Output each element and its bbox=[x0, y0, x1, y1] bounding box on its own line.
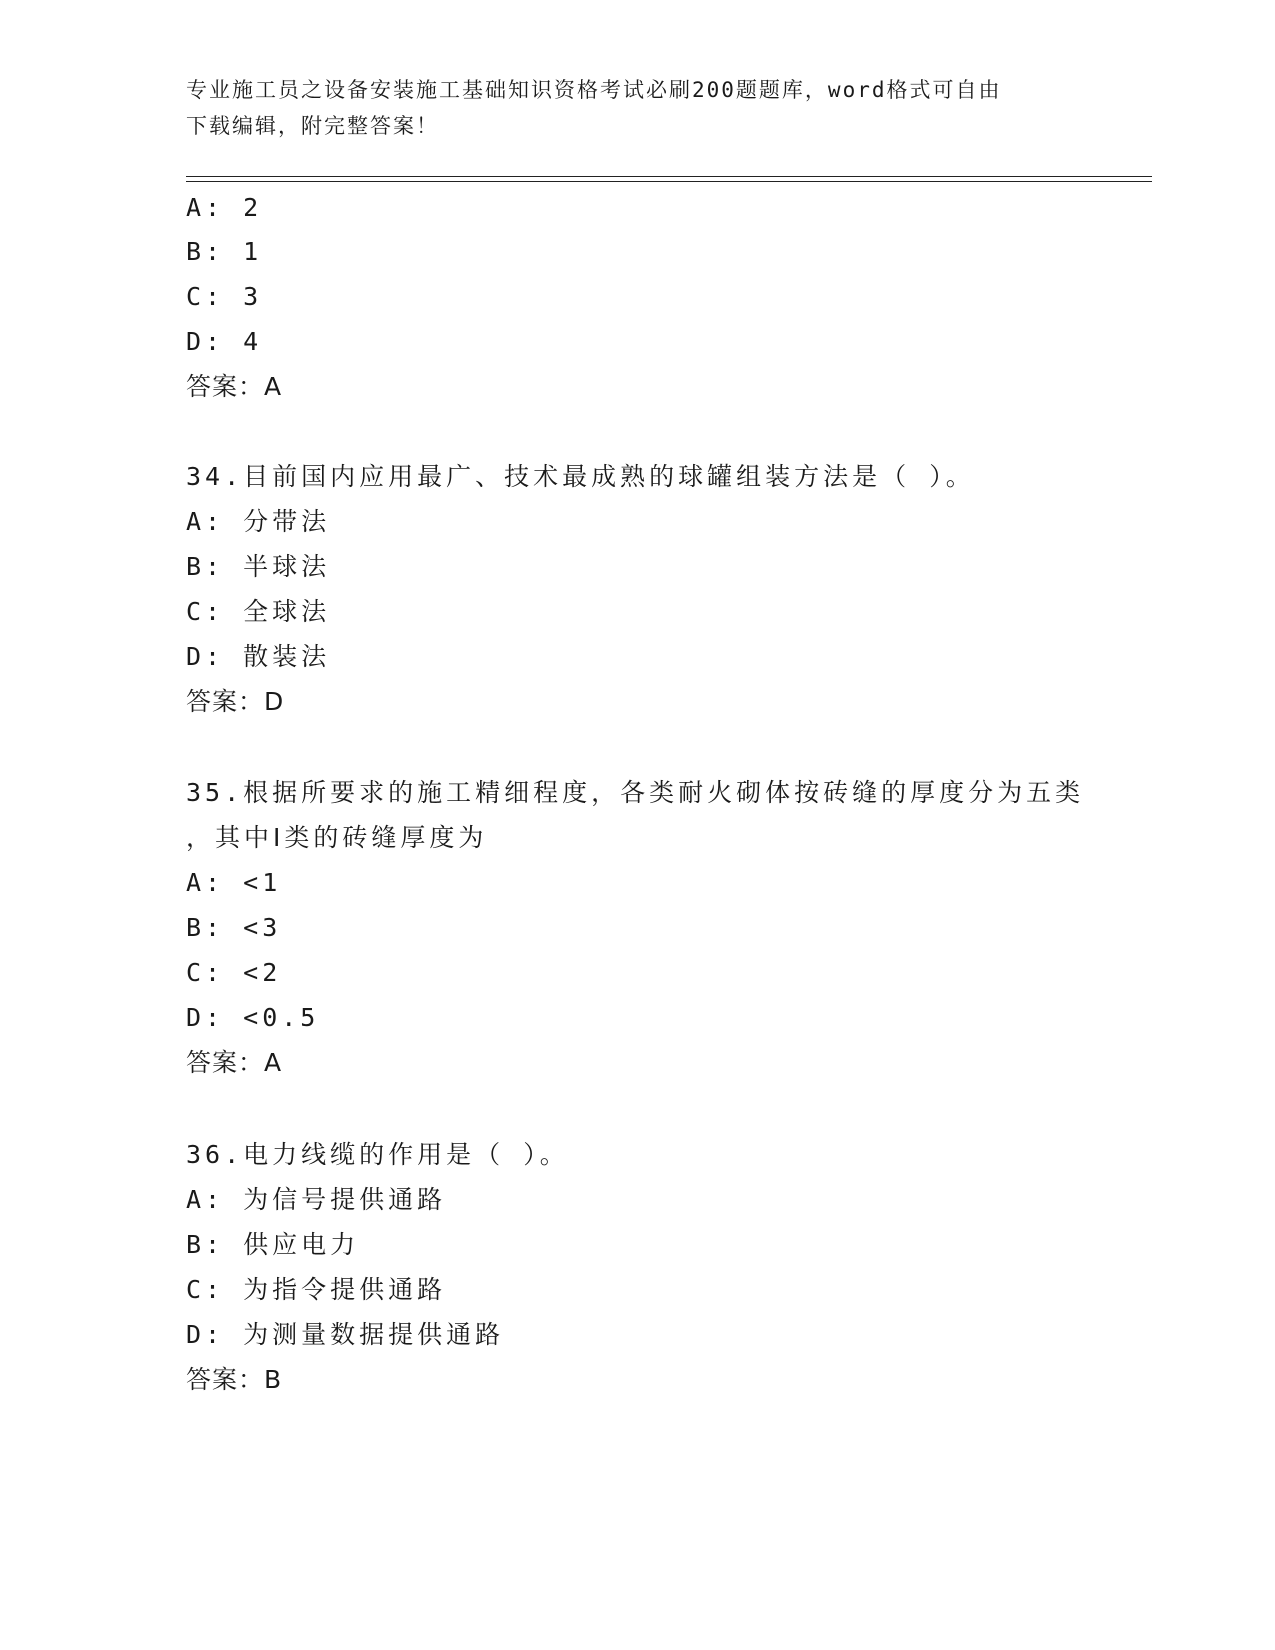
q34-stem: 34.目前国内应用最广、技术最成熟的球罐组装方法是（ ）。 bbox=[186, 462, 975, 491]
q35-option-b: B: <3 bbox=[186, 913, 282, 942]
q33-option-d: D: 4 bbox=[186, 327, 263, 356]
q36-option-c: C: 为指令提供通路 bbox=[186, 1275, 447, 1304]
document-header bbox=[186, 72, 1086, 144]
q34-option-c: C: 全球法 bbox=[186, 597, 331, 626]
q33-option-a: A: 2 bbox=[186, 193, 263, 222]
q35-stem-line-1: 35.根据所要求的施工精细程度，各类耐火砌体按砖缝的厚度分为五类 bbox=[186, 778, 1085, 807]
q34-option-b: B: 半球法 bbox=[186, 552, 331, 581]
q35-answer: 答案：A bbox=[186, 1048, 283, 1077]
q36-option-d: D: 为测量数据提供通路 bbox=[186, 1320, 505, 1349]
q33-option-c: C: 3 bbox=[186, 282, 263, 311]
header-divider-bottom bbox=[186, 181, 1152, 182]
q35-option-a: A: <1 bbox=[186, 868, 282, 897]
header-title-line-2: 下载编辑，附完整答案！ bbox=[186, 114, 439, 138]
q35-stem-line-2: ，其中Ⅰ类的砖缝厚度为 bbox=[186, 823, 488, 852]
q36-stem: 36.电力线缆的作用是（ ）。 bbox=[186, 1140, 569, 1169]
header-divider-top bbox=[186, 176, 1152, 177]
q36-option-a: A: 为信号提供通路 bbox=[186, 1185, 447, 1214]
q36-answer: 答案：B bbox=[186, 1365, 283, 1394]
q35-option-d: D: <0.5 bbox=[186, 1003, 320, 1032]
q34-answer: 答案：D bbox=[186, 687, 285, 716]
q34-option-d: D: 散装法 bbox=[186, 642, 331, 671]
q33-answer: 答案：A bbox=[186, 372, 283, 401]
q33-option-b: B: 1 bbox=[186, 237, 263, 266]
q36-option-b: B: 供应电力 bbox=[186, 1230, 360, 1259]
q34-option-a: A: 分带法 bbox=[186, 507, 331, 536]
q35-option-c: C: <2 bbox=[186, 958, 282, 987]
header-title-line-1: 专业施工员之设备安装施工基础知识资格考试必刷200题题库，word格式可自由 bbox=[186, 78, 1002, 102]
